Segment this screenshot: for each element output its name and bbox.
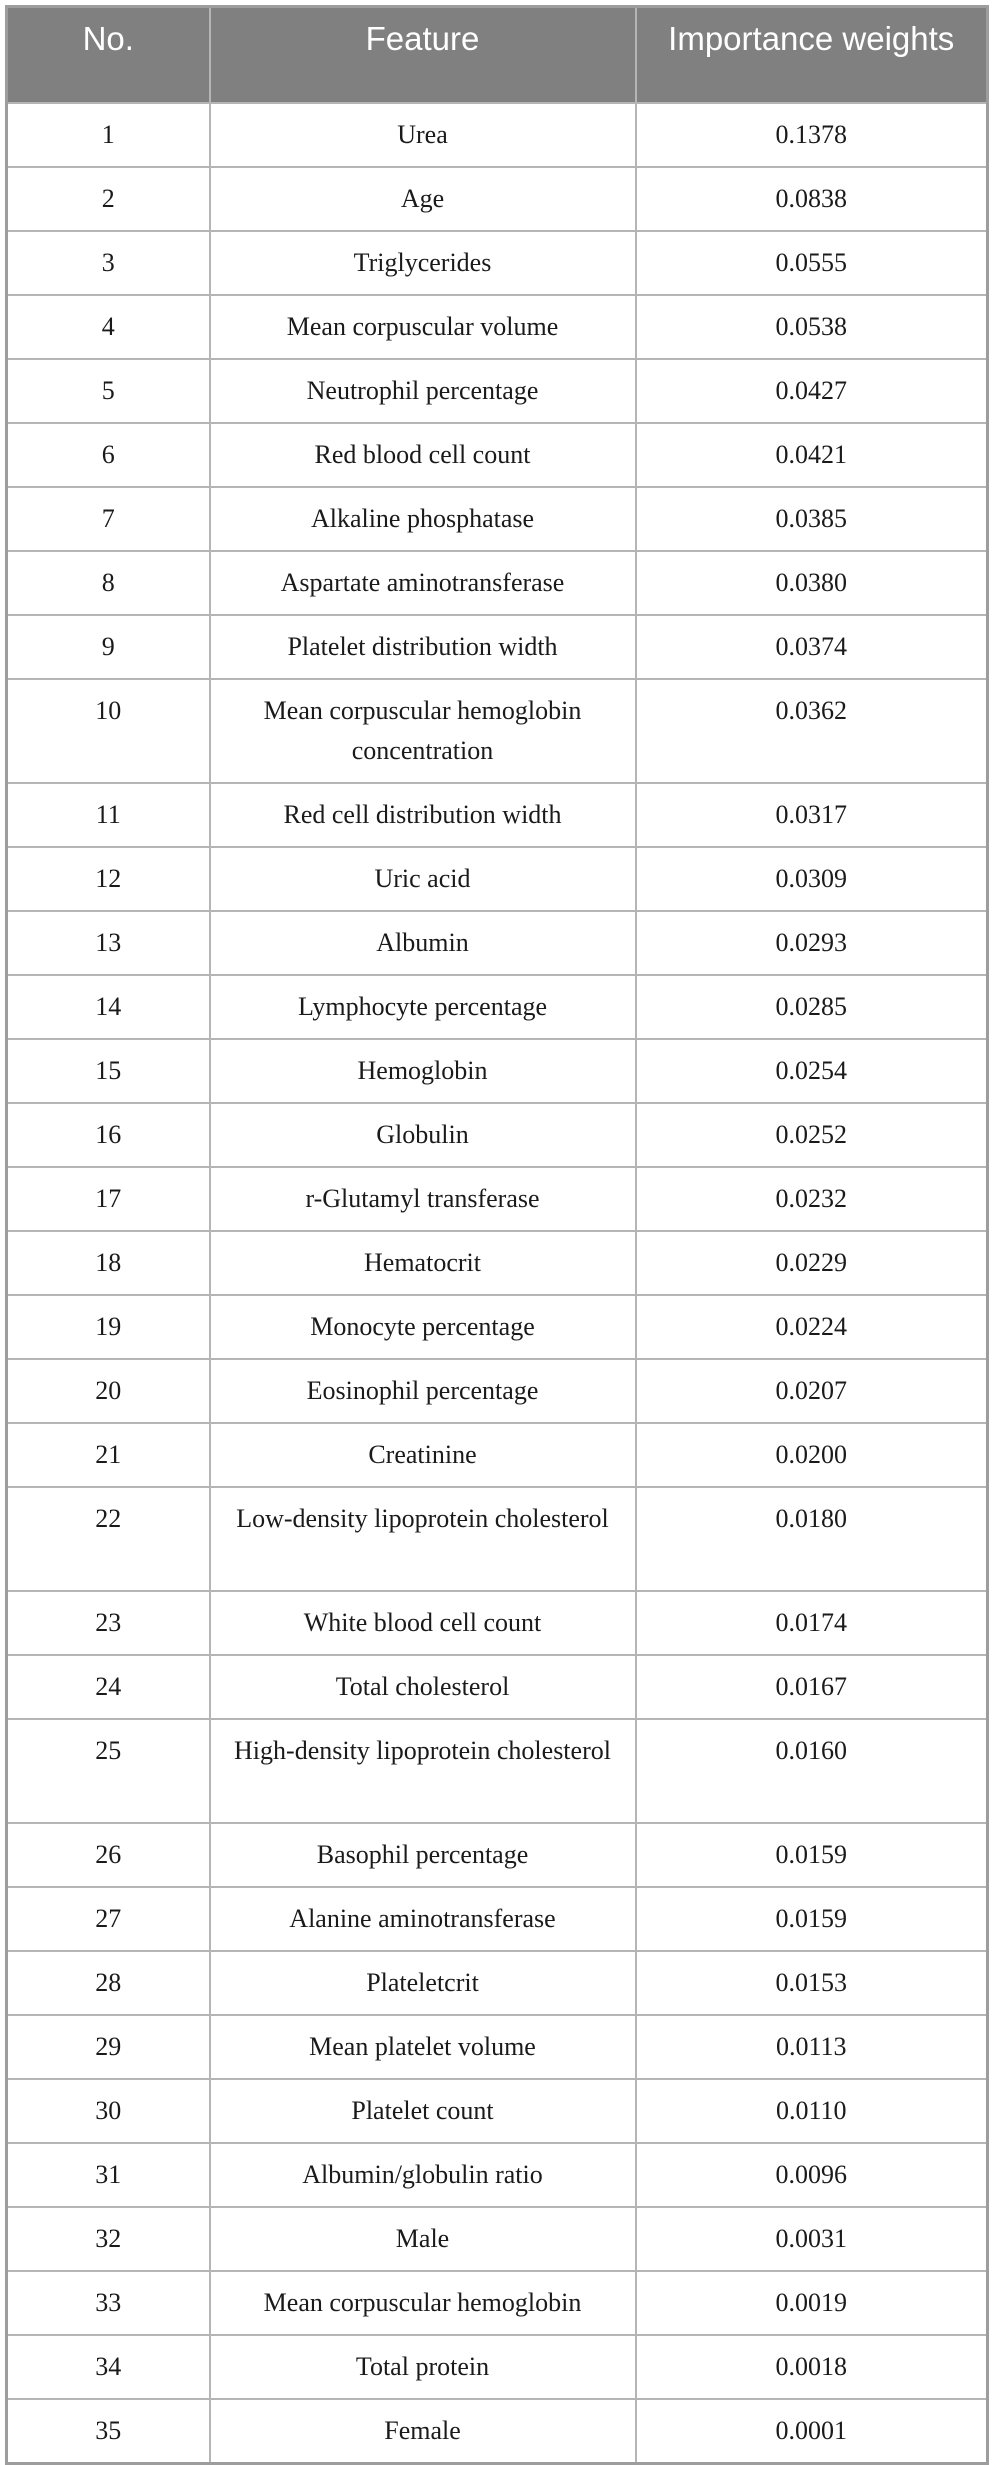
table-row: [7, 1295, 988, 1359]
header-feature: Feature: [210, 7, 636, 103]
feature-name-cell: Hematocrit: [210, 1231, 636, 1295]
table-row: [7, 231, 988, 295]
feature-name-cell: Lymphocyte percentage: [210, 975, 636, 1039]
table-body: [7, 103, 988, 2464]
importance-weight-cell: 0.0293: [636, 911, 988, 975]
table-row: [7, 2271, 988, 2335]
row-number-cell: 18: [7, 1231, 210, 1295]
row-number-cell: 5: [7, 359, 210, 423]
feature-name-cell: Total protein: [210, 2335, 636, 2399]
row-number-cell: 28: [7, 1951, 210, 2015]
table-row: [7, 783, 988, 847]
feature-name-cell: Low-density lipoprotein cholesterol: [210, 1487, 636, 1591]
table-row: [7, 679, 988, 783]
row-number-cell: 20: [7, 1359, 210, 1423]
table-row: [7, 487, 988, 551]
importance-weight-cell: 0.0362: [636, 679, 988, 783]
header-no: No.: [7, 7, 210, 103]
table-row: [7, 615, 988, 679]
row-number-cell: 2: [7, 167, 210, 231]
row-number-cell: 4: [7, 295, 210, 359]
feature-name-cell: Plateletcrit: [210, 1951, 636, 2015]
header-row: [7, 7, 988, 103]
table-row: [7, 1039, 988, 1103]
table-row: [7, 1167, 988, 1231]
table-row: [7, 975, 988, 1039]
row-number-cell: 12: [7, 847, 210, 911]
row-number-cell: 31: [7, 2143, 210, 2207]
feature-name-cell: Female: [210, 2399, 636, 2464]
row-number-cell: 22: [7, 1487, 210, 1591]
table-row: [7, 167, 988, 231]
feature-name-cell: Mean corpuscular hemoglobin: [210, 2271, 636, 2335]
importance-weight-cell: 0.0838: [636, 167, 988, 231]
importance-weight-cell: 0.0096: [636, 2143, 988, 2207]
feature-name-cell: Red cell distribution width: [210, 783, 636, 847]
table-row: [7, 1423, 988, 1487]
row-number-cell: 25: [7, 1719, 210, 1823]
feature-name-cell: Red blood cell count: [210, 423, 636, 487]
table-row: [7, 423, 988, 487]
table-row: [7, 2015, 988, 2079]
importance-weight-cell: 0.0232: [636, 1167, 988, 1231]
row-number-cell: 16: [7, 1103, 210, 1167]
importance-weight-cell: 0.0159: [636, 1823, 988, 1887]
feature-name-cell: Hemoglobin: [210, 1039, 636, 1103]
feature-name-cell: Alkaline phosphatase: [210, 487, 636, 551]
table-row: [7, 847, 988, 911]
row-number-cell: 27: [7, 1887, 210, 1951]
row-number-cell: 17: [7, 1167, 210, 1231]
importance-weight-cell: 0.0427: [636, 359, 988, 423]
row-number-cell: 11: [7, 783, 210, 847]
importance-weight-cell: 0.0110: [636, 2079, 988, 2143]
feature-name-cell: Male: [210, 2207, 636, 2271]
feature-name-cell: White blood cell count: [210, 1591, 636, 1655]
table-row: [7, 295, 988, 359]
feature-name-cell: Mean platelet volume: [210, 2015, 636, 2079]
importance-weight-cell: 0.0113: [636, 2015, 988, 2079]
row-number-cell: 14: [7, 975, 210, 1039]
feature-name-cell: Triglycerides: [210, 231, 636, 295]
row-number-cell: 10: [7, 679, 210, 783]
feature-name-cell: Albumin: [210, 911, 636, 975]
row-number-cell: 32: [7, 2207, 210, 2271]
importance-weight-cell: 0.0254: [636, 1039, 988, 1103]
importance-weight-cell: 0.0160: [636, 1719, 988, 1823]
table-header: [7, 7, 988, 103]
table-row: [7, 1655, 988, 1719]
feature-name-cell: Urea: [210, 103, 636, 167]
table-row: [7, 1487, 988, 1591]
importance-weight-cell: 0.0229: [636, 1231, 988, 1295]
feature-name-cell: Age: [210, 167, 636, 231]
importance-weight-cell: 0.0031: [636, 2207, 988, 2271]
table-row: [7, 1951, 988, 2015]
row-number-cell: 3: [7, 231, 210, 295]
feature-name-cell: Neutrophil percentage: [210, 359, 636, 423]
table-row: [7, 1103, 988, 1167]
importance-weight-cell: 0.0385: [636, 487, 988, 551]
row-number-cell: 29: [7, 2015, 210, 2079]
row-number-cell: 34: [7, 2335, 210, 2399]
feature-name-cell: Platelet count: [210, 2079, 636, 2143]
feature-name-cell: Platelet distribution width: [210, 615, 636, 679]
header-importance-weights: Importance weights: [636, 7, 988, 103]
table-row: [7, 2143, 988, 2207]
table-row: [7, 1591, 988, 1655]
importance-weight-cell: 0.0001: [636, 2399, 988, 2464]
importance-weight-cell: 0.0555: [636, 231, 988, 295]
table-row: [7, 1887, 988, 1951]
row-number-cell: 8: [7, 551, 210, 615]
table-row: [7, 1359, 988, 1423]
importance-weight-cell: 0.0538: [636, 295, 988, 359]
importance-weight-cell: 0.0317: [636, 783, 988, 847]
feature-name-cell: Alanine aminotransferase: [210, 1887, 636, 1951]
feature-name-cell: High-density lipoprotein cholesterol: [210, 1719, 636, 1823]
table-row: [7, 103, 988, 167]
feature-name-cell: Mean corpuscular hemoglobin concentration: [210, 679, 636, 783]
importance-weight-cell: 0.0167: [636, 1655, 988, 1719]
row-number-cell: 1: [7, 103, 210, 167]
table-row: [7, 1231, 988, 1295]
feature-name-cell: Creatinine: [210, 1423, 636, 1487]
importance-weight-cell: 0.0285: [636, 975, 988, 1039]
row-number-cell: 13: [7, 911, 210, 975]
feature-name-cell: Total cholesterol: [210, 1655, 636, 1719]
row-number-cell: 23: [7, 1591, 210, 1655]
importance-weight-cell: 0.0224: [636, 1295, 988, 1359]
feature-name-cell: Globulin: [210, 1103, 636, 1167]
row-number-cell: 7: [7, 487, 210, 551]
feature-importance-table: [5, 5, 989, 2465]
feature-name-cell: Albumin/globulin ratio: [210, 2143, 636, 2207]
table-row: [7, 2399, 988, 2464]
importance-weight-cell: 0.0421: [636, 423, 988, 487]
table-row: [7, 1823, 988, 1887]
feature-name-cell: Mean corpuscular volume: [210, 295, 636, 359]
importance-weight-cell: 0.0018: [636, 2335, 988, 2399]
table-row: [7, 2079, 988, 2143]
feature-name-cell: Basophil percentage: [210, 1823, 636, 1887]
feature-name-cell: Eosinophil percentage: [210, 1359, 636, 1423]
importance-weight-cell: 0.0309: [636, 847, 988, 911]
table-row: [7, 551, 988, 615]
importance-weight-cell: 0.0252: [636, 1103, 988, 1167]
table-row: [7, 359, 988, 423]
row-number-cell: 33: [7, 2271, 210, 2335]
row-number-cell: 35: [7, 2399, 210, 2464]
row-number-cell: 15: [7, 1039, 210, 1103]
importance-weight-cell: 0.0159: [636, 1887, 988, 1951]
feature-importance-table-container: [5, 5, 986, 2465]
row-number-cell: 24: [7, 1655, 210, 1719]
table-row: [7, 2335, 988, 2399]
importance-weight-cell: 0.0380: [636, 551, 988, 615]
table-row: [7, 911, 988, 975]
importance-weight-cell: 0.0019: [636, 2271, 988, 2335]
importance-weight-cell: 0.0174: [636, 1591, 988, 1655]
feature-name-cell: r-Glutamyl transferase: [210, 1167, 636, 1231]
importance-weight-cell: 0.0153: [636, 1951, 988, 2015]
importance-weight-cell: 0.0374: [636, 615, 988, 679]
importance-weight-cell: 0.0207: [636, 1359, 988, 1423]
row-number-cell: 30: [7, 2079, 210, 2143]
row-number-cell: 9: [7, 615, 210, 679]
table-row: [7, 1719, 988, 1823]
row-number-cell: 6: [7, 423, 210, 487]
feature-name-cell: Uric acid: [210, 847, 636, 911]
row-number-cell: 19: [7, 1295, 210, 1359]
table-row: [7, 2207, 988, 2271]
feature-name-cell: Monocyte percentage: [210, 1295, 636, 1359]
row-number-cell: 21: [7, 1423, 210, 1487]
feature-name-cell: Aspartate aminotransferase: [210, 551, 636, 615]
row-number-cell: 26: [7, 1823, 210, 1887]
importance-weight-cell: 0.0180: [636, 1487, 988, 1591]
importance-weight-cell: 0.1378: [636, 103, 988, 167]
importance-weight-cell: 0.0200: [636, 1423, 988, 1487]
